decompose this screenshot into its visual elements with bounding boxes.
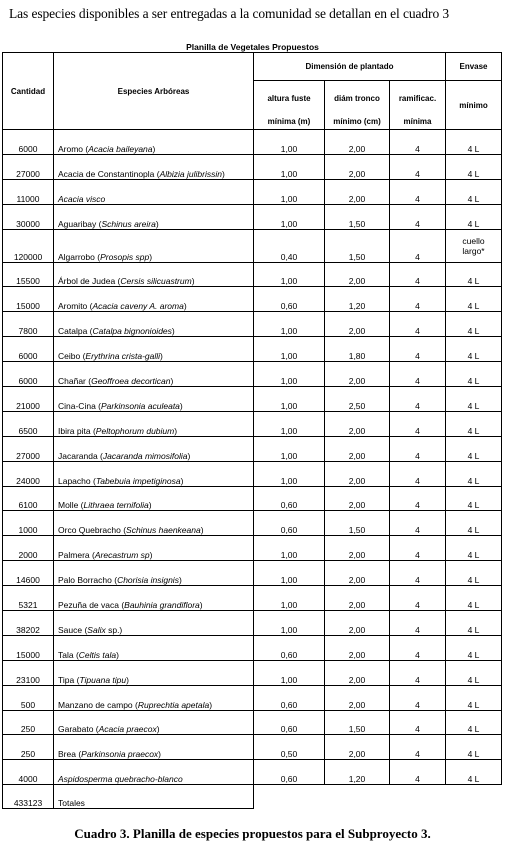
scientific-name: Acacia visco — [58, 193, 106, 204]
altura-cell: 1,00 — [254, 204, 325, 229]
table-row — [3, 262, 502, 287]
altura-cell: 0,60 — [254, 486, 325, 511]
diam-cell: 2,00 — [325, 611, 390, 636]
diam-cell: 2,00 — [325, 536, 390, 561]
name-close: ) — [116, 649, 119, 660]
name-close: ) — [126, 674, 129, 685]
name-close: ) — [200, 525, 204, 536]
scientific-name: Geoffroea decortican — [91, 376, 171, 387]
ramif-cell: 4 — [390, 337, 446, 362]
common-name: Algarrobo ( — [58, 251, 101, 262]
common-name: Catalpa ( — [58, 326, 93, 337]
altura-cell: 1,00 — [254, 411, 325, 436]
cantidad-cell: 27000 — [3, 154, 54, 179]
altura-cell: 1,00 — [254, 436, 325, 461]
envase-cell: 4 L — [446, 154, 502, 179]
common-name: Orco Quebracho ( — [58, 525, 127, 536]
ramif-cell: 4 — [390, 586, 446, 611]
ramif-cell: 4 — [390, 204, 446, 229]
species-cell — [54, 611, 254, 636]
name-close: ) — [149, 251, 153, 262]
header-ramif: ramificac. — [390, 81, 446, 117]
envase-cell: 4 L — [446, 130, 502, 155]
common-name: Tala ( — [58, 649, 79, 660]
table-title: Planilla de Vegetales Propuestos — [186, 42, 319, 52]
name-close: ) — [209, 699, 213, 710]
header-cantidad: Cantidad — [3, 53, 54, 130]
species-cell — [54, 229, 254, 262]
cantidad-cell: 27000 — [3, 436, 54, 461]
species-cell — [54, 337, 254, 362]
ramif-cell: 4 — [390, 312, 446, 337]
name-close: ) — [221, 168, 225, 179]
envase-cell: 4 L — [446, 204, 502, 229]
altura-cell: 0,60 — [254, 710, 325, 735]
common-name: Molle ( — [58, 500, 84, 511]
cantidad-cell: 38202 — [3, 611, 54, 636]
altura-cell: 0,60 — [254, 760, 325, 785]
envase-cell: 4 L — [446, 312, 502, 337]
table-row — [3, 204, 502, 229]
table-row — [3, 536, 502, 561]
empty-cell — [390, 785, 446, 809]
species-cell — [54, 262, 254, 287]
common-name: Garabato ( — [58, 724, 99, 735]
ramif-cell: 4 — [390, 154, 446, 179]
envase-cell: 4 L — [446, 660, 502, 685]
header-altura-sub: mínima (m) — [254, 117, 325, 130]
envase-cell: 4 L — [446, 611, 502, 636]
name-close: ) — [170, 376, 174, 387]
scientific-name: Ruprechtia apetala — [137, 699, 210, 710]
table-row — [3, 362, 502, 387]
common-name: Tipa ( — [58, 674, 80, 685]
envase-cell: 4 L — [446, 561, 502, 586]
altura-cell: 1,00 — [254, 536, 325, 561]
common-name: Lapacho ( — [58, 475, 96, 486]
altura-cell: 1,00 — [254, 660, 325, 685]
name-close: ) — [174, 425, 178, 436]
scientific-name: Aspidosperma quebracho-blanco — [58, 774, 183, 785]
ramif-cell: 4 — [390, 486, 446, 511]
scientific-name: Arecastrum sp — [94, 550, 150, 561]
ramif-cell: 4 — [390, 362, 446, 387]
table-row — [3, 154, 502, 179]
scientific-name: Acacia baileyana — [88, 143, 153, 154]
altura-cell: 1,00 — [254, 561, 325, 586]
species-cell — [54, 130, 254, 155]
common-name: Manzano de campo ( — [58, 699, 138, 710]
envase-cell: cuello largo* — [446, 229, 502, 262]
scientific-name: Catalpa bignonioides — [92, 326, 172, 337]
scientific-name: Jacaranda mimosifolia — [102, 450, 188, 461]
cantidad-cell: 30000 — [3, 204, 54, 229]
ramif-cell: 4 — [390, 536, 446, 561]
header-ramif-sub: mínima — [390, 117, 446, 130]
altura-cell: 0,40 — [254, 229, 325, 262]
diam-cell: 2,00 — [325, 660, 390, 685]
ramif-cell: 4 — [390, 287, 446, 312]
name-close: ) — [148, 500, 152, 511]
header-diam-sub: mínimo (cm) — [325, 117, 390, 130]
table-row — [3, 461, 502, 486]
altura-cell: 1,00 — [254, 130, 325, 155]
ramif-cell: 4 — [390, 130, 446, 155]
table-row — [3, 179, 502, 204]
envase-cell: 4 L — [446, 436, 502, 461]
altura-cell: 1,00 — [254, 387, 325, 412]
header-altura: altura fuste — [254, 81, 325, 117]
diam-cell: 1,50 — [325, 511, 390, 536]
scientific-name: Salix — [87, 624, 106, 635]
scientific-name: Schinus areira — [101, 218, 156, 229]
envase-cell: 4 L — [446, 262, 502, 287]
ramif-cell: 4 — [390, 461, 446, 486]
cantidad-cell: 15000 — [3, 635, 54, 660]
ramif-cell: 4 — [390, 387, 446, 412]
ramif-cell: 4 — [390, 635, 446, 660]
species-cell — [54, 287, 254, 312]
ramif-cell: 4 — [390, 262, 446, 287]
envase-cell: 4 L — [446, 179, 502, 204]
ramif-cell: 4 — [390, 561, 446, 586]
cantidad-cell: 6000 — [3, 362, 54, 387]
common-name: Jacaranda ( — [58, 450, 103, 461]
common-name: Aromo ( — [58, 143, 89, 154]
cantidad-cell: 250 — [3, 735, 54, 760]
ramif-cell: 4 — [390, 760, 446, 785]
scientific-name: Tipuana tipu — [79, 674, 127, 685]
cantidad-cell: 14600 — [3, 561, 54, 586]
altura-cell: 0,50 — [254, 735, 325, 760]
cantidad-cell: 5321 — [3, 586, 54, 611]
diam-cell: 2,00 — [325, 312, 390, 337]
empty-cell — [325, 785, 390, 809]
common-name: Acacia de Constantinopla ( — [58, 168, 160, 179]
cantidad-cell: 15500 — [3, 262, 54, 287]
name-close: ) — [199, 600, 203, 611]
name-close: ) — [158, 749, 162, 760]
table-row — [3, 287, 502, 312]
envase-cell: 4 L — [446, 586, 502, 611]
table-caption: Cuadro 3. Planilla de especies propuestos para el Subproyecto 3. — [74, 826, 431, 841]
species-table — [2, 52, 502, 809]
altura-cell: 1,00 — [254, 362, 325, 387]
cantidad-cell: 6500 — [3, 411, 54, 436]
scientific-name: Albizia julibrissin — [159, 168, 222, 179]
diam-cell: 2,00 — [325, 130, 390, 155]
name-close: ) — [155, 218, 159, 229]
altura-cell: 0,60 — [254, 287, 325, 312]
diam-cell: 2,50 — [325, 387, 390, 412]
table-row — [3, 337, 502, 362]
empty-cell — [446, 785, 502, 809]
species-cell — [54, 179, 254, 204]
species-cell — [54, 586, 254, 611]
ramif-cell: 4 — [390, 436, 446, 461]
cantidad-cell: 15000 — [3, 287, 54, 312]
species-cell — [54, 486, 254, 511]
ramif-cell: 4 — [390, 179, 446, 204]
altura-cell: 1,00 — [254, 312, 325, 337]
ramif-cell: 4 — [390, 685, 446, 710]
table-row — [3, 735, 502, 760]
cantidad-cell: 7800 — [3, 312, 54, 337]
scientific-name: Parkinsonia aculeata — [101, 400, 180, 411]
cantidad-cell: 2000 — [3, 536, 54, 561]
diam-cell: 2,00 — [325, 436, 390, 461]
species-cell — [54, 511, 254, 536]
table-row — [3, 635, 502, 660]
common-name: Aguaribay ( — [58, 218, 102, 229]
common-name: Pezuña de vaca ( — [58, 600, 125, 611]
total-label: Totales — [54, 785, 254, 809]
cantidad-cell: 4000 — [3, 760, 54, 785]
scientific-name: Schinus haenkeana — [126, 525, 201, 536]
name-close: ) — [180, 475, 184, 486]
name-close: ) — [178, 575, 182, 586]
name-close: ) — [191, 276, 195, 287]
common-name: Ibira pita ( — [58, 425, 96, 436]
altura-cell: 0,60 — [254, 511, 325, 536]
diam-cell: 2,00 — [325, 735, 390, 760]
header-envase: Envase — [446, 53, 502, 81]
envase-cell: 4 L — [446, 387, 502, 412]
ramif-cell: 4 — [390, 229, 446, 262]
altura-cell: 0,60 — [254, 635, 325, 660]
species-cell — [54, 660, 254, 685]
altura-cell: 1,00 — [254, 262, 325, 287]
diam-cell: 2,00 — [325, 561, 390, 586]
cantidad-cell: 21000 — [3, 387, 54, 412]
scientific-name: Parkinsonia praecox — [81, 749, 159, 760]
diam-cell: 2,00 — [325, 685, 390, 710]
name-close: ) — [149, 550, 153, 561]
diam-cell: 1,80 — [325, 337, 390, 362]
scientific-name: Prosopis spp — [100, 251, 150, 262]
altura-cell: 1,00 — [254, 461, 325, 486]
cantidad-cell: 250 — [3, 710, 54, 735]
cantidad-cell: 11000 — [3, 179, 54, 204]
name-close: ) — [156, 724, 160, 735]
diam-cell: 2,00 — [325, 411, 390, 436]
diam-cell: 2,00 — [325, 486, 390, 511]
ramif-cell: 4 — [390, 660, 446, 685]
diam-cell: 1,50 — [325, 229, 390, 262]
name-close: sp.) — [105, 624, 123, 635]
altura-cell: 0,60 — [254, 685, 325, 710]
cantidad-cell: 24000 — [3, 461, 54, 486]
name-close: ) — [152, 143, 156, 154]
scientific-name: Tabebuia impetiginosa — [95, 475, 181, 486]
envase-cell: 4 L — [446, 287, 502, 312]
common-name: Palo Borracho ( — [58, 575, 118, 586]
species-cell — [54, 204, 254, 229]
empty-cell — [254, 785, 325, 809]
species-cell — [54, 362, 254, 387]
scientific-name: Bauhinia grandiflora — [124, 600, 200, 611]
common-name: Cina-Cina ( — [58, 400, 101, 411]
species-cell — [54, 436, 254, 461]
diam-cell: 2,00 — [325, 461, 390, 486]
common-name: Palmera ( — [58, 550, 95, 561]
envase-cell: 4 L — [446, 362, 502, 387]
table-row — [3, 760, 502, 785]
cantidad-cell: 120000 — [3, 229, 54, 262]
cantidad-cell: 6100 — [3, 486, 54, 511]
scientific-name: Acacia praecox — [98, 724, 157, 735]
species-cell — [54, 387, 254, 412]
scientific-name: Chorisia insignis — [117, 575, 179, 586]
common-name: Brea ( — [58, 749, 82, 760]
diam-cell: 2,00 — [325, 362, 390, 387]
scientific-name: Peltophorum dubium — [95, 425, 175, 436]
envase-cell: 4 L — [446, 735, 502, 760]
table-row — [3, 411, 502, 436]
envase-cell: 4 L — [446, 411, 502, 436]
diam-cell: 2,00 — [325, 154, 390, 179]
species-cell — [54, 760, 254, 785]
species-cell — [54, 710, 254, 735]
common-name: Árbol de Judea ( — [58, 276, 121, 287]
envase-cell: 4 L — [446, 337, 502, 362]
diam-cell: 1,20 — [325, 287, 390, 312]
species-cell — [54, 312, 254, 337]
totals-row — [3, 785, 502, 809]
scientific-name: Celtis tala — [78, 649, 117, 660]
table-row — [3, 486, 502, 511]
altura-cell: 1,00 — [254, 611, 325, 636]
scientific-name: Lithraea ternifolia — [83, 500, 149, 511]
table-row — [3, 561, 502, 586]
cantidad-cell: 1000 — [3, 511, 54, 536]
header-dimension: Dimensión de plantado — [254, 53, 446, 81]
diam-cell: 2,00 — [325, 179, 390, 204]
species-cell — [54, 154, 254, 179]
ramif-cell: 4 — [390, 611, 446, 636]
table-row — [3, 312, 502, 337]
envase-cell: 4 L — [446, 685, 502, 710]
table-row — [3, 685, 502, 710]
name-close: ) — [187, 450, 191, 461]
species-cell — [54, 536, 254, 561]
cantidad-cell: 500 — [3, 685, 54, 710]
table-row — [3, 611, 502, 636]
altura-cell: 1,00 — [254, 179, 325, 204]
header-row-1 — [3, 53, 502, 81]
table-row — [3, 130, 502, 155]
cantidad-cell: 6000 — [3, 337, 54, 362]
cantidad-cell: 23100 — [3, 660, 54, 685]
altura-cell: 1,00 — [254, 337, 325, 362]
scientific-name: Acacia caveny A. aroma — [92, 301, 184, 312]
scientific-name: Cersis silicuastrum — [120, 276, 192, 287]
name-close: ) — [183, 301, 187, 312]
species-cell — [54, 635, 254, 660]
common-name: Aromito ( — [58, 301, 93, 312]
total-cantidad: 433123 — [3, 785, 54, 809]
table-row — [3, 710, 502, 735]
common-name: Sauce ( — [58, 624, 88, 635]
diam-cell: 2,00 — [325, 586, 390, 611]
name-close: ) — [160, 351, 163, 362]
envase-cell: 4 L — [446, 461, 502, 486]
envase-cell: 4 L — [446, 710, 502, 735]
altura-cell: 1,00 — [254, 586, 325, 611]
altura-cell: 1,00 — [254, 154, 325, 179]
envase-cell: 4 L — [446, 536, 502, 561]
species-cell — [54, 561, 254, 586]
name-close: ) — [179, 400, 183, 411]
scientific-name: Erythrina crista-galli — [85, 351, 161, 362]
intro-paragraph: Las especies disponibles a ser entregadas a la comunidad se detallan en el cuadro 3 — [9, 6, 450, 21]
ramif-cell: 4 — [390, 511, 446, 536]
table-row — [3, 660, 502, 685]
table-row — [3, 511, 502, 536]
name-close: ) — [171, 326, 175, 337]
table-row — [3, 387, 502, 412]
diam-cell: 1,50 — [325, 710, 390, 735]
species-cell — [54, 411, 254, 436]
species-cell — [54, 735, 254, 760]
ramif-cell: 4 — [390, 735, 446, 760]
envase-cell: 4 L — [446, 511, 502, 536]
ramif-cell: 4 — [390, 411, 446, 436]
diam-cell: 2,00 — [325, 262, 390, 287]
species-cell — [54, 461, 254, 486]
diam-cell: 1,20 — [325, 760, 390, 785]
species-cell — [54, 685, 254, 710]
cantidad-cell: 6000 — [3, 130, 54, 155]
header-especies: Especies Arbóreas — [54, 53, 254, 130]
table-row — [3, 229, 502, 262]
envase-cell: 4 L — [446, 760, 502, 785]
common-name: Chañar ( — [58, 376, 92, 387]
table-row — [3, 436, 502, 461]
header-envase-sub: mínimo — [446, 81, 502, 130]
envase-cell: 4 L — [446, 486, 502, 511]
diam-cell: 2,00 — [325, 635, 390, 660]
diam-cell: 1,50 — [325, 204, 390, 229]
common-name: Ceibo ( — [58, 351, 86, 362]
table-row — [3, 586, 502, 611]
ramif-cell: 4 — [390, 710, 446, 735]
envase-cell: 4 L — [446, 635, 502, 660]
header-diam: diám tronco — [325, 81, 390, 117]
